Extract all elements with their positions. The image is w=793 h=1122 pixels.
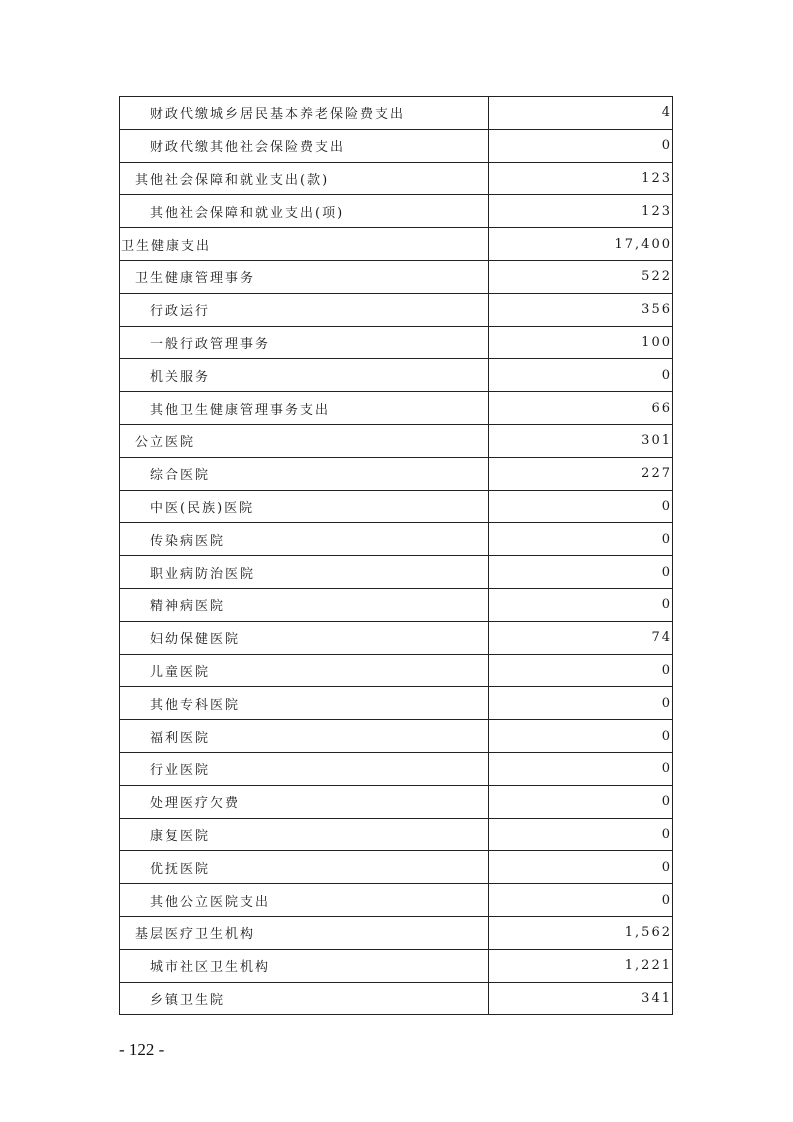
row-label: 处理医疗欠费 [120, 785, 489, 818]
row-label: 中医(民族)医院 [120, 490, 489, 523]
page-number: - 122 - [119, 1040, 165, 1059]
row-label: 公立医院 [120, 424, 489, 457]
row-value: 0 [489, 785, 673, 818]
row-label: 城市社区卫生机构 [120, 949, 489, 982]
row-value: 522 [489, 260, 673, 293]
row-value: 123 [489, 162, 673, 195]
row-label: 儿童医院 [120, 654, 489, 687]
row-value: 0 [489, 654, 673, 687]
table-row [120, 621, 673, 654]
table-row [120, 260, 673, 293]
row-value: 0 [489, 851, 673, 884]
row-value: 301 [489, 424, 673, 457]
row-value: 0 [489, 884, 673, 917]
table-row [120, 588, 673, 621]
row-value: 0 [489, 687, 673, 720]
row-value: 0 [489, 359, 673, 392]
table-row [120, 392, 673, 425]
table-row [120, 162, 673, 195]
row-value: 17,400 [489, 228, 673, 261]
row-value: 1,221 [489, 949, 673, 982]
table-row [120, 424, 673, 457]
row-value: 227 [489, 457, 673, 490]
row-value: 341 [489, 982, 673, 1015]
table-row [120, 523, 673, 556]
table-row [120, 752, 673, 785]
row-value: 1,562 [489, 916, 673, 949]
row-label: 乡镇卫生院 [120, 982, 489, 1015]
expenditure-table [119, 96, 673, 1015]
row-value: 0 [489, 720, 673, 753]
row-label: 其他社会保障和就业支出(款) [120, 162, 489, 195]
table-row [120, 195, 673, 228]
row-value: 74 [489, 621, 673, 654]
row-label: 妇幼保健医院 [120, 621, 489, 654]
table-row [120, 884, 673, 917]
table-row [120, 720, 673, 753]
table-row [120, 654, 673, 687]
row-value: 0 [489, 523, 673, 556]
table-row [120, 785, 673, 818]
row-value: 100 [489, 326, 673, 359]
row-label: 福利医院 [120, 720, 489, 753]
table-row [120, 293, 673, 326]
row-label: 卫生健康管理事务 [120, 260, 489, 293]
row-label: 行政运行 [120, 293, 489, 326]
row-label: 一般行政管理事务 [120, 326, 489, 359]
row-value: 0 [489, 752, 673, 785]
table-row [120, 818, 673, 851]
row-value: 0 [489, 129, 673, 162]
row-value: 123 [489, 195, 673, 228]
row-value: 0 [489, 588, 673, 621]
table-row [120, 97, 673, 130]
row-label: 精神病医院 [120, 588, 489, 621]
row-label: 行业医院 [120, 752, 489, 785]
row-label: 财政代缴城乡居民基本养老保险费支出 [120, 97, 489, 130]
row-label: 卫生健康支出 [120, 228, 489, 261]
row-label: 优抚医院 [120, 851, 489, 884]
row-label: 其他社会保障和就业支出(项) [120, 195, 489, 228]
expenditure-table-body [120, 97, 673, 1015]
row-label: 财政代缴其他社会保险费支出 [120, 129, 489, 162]
table-row [120, 228, 673, 261]
row-label: 其他卫生健康管理事务支出 [120, 392, 489, 425]
row-label: 其他公立医院支出 [120, 884, 489, 917]
row-label: 职业病防治医院 [120, 556, 489, 589]
table-row [120, 949, 673, 982]
row-value: 0 [489, 490, 673, 523]
table-row [120, 687, 673, 720]
table-row [120, 326, 673, 359]
table-row [120, 129, 673, 162]
table-row [120, 916, 673, 949]
row-label: 基层医疗卫生机构 [120, 916, 489, 949]
table-row [120, 556, 673, 589]
table-row [120, 982, 673, 1015]
table-row [120, 457, 673, 490]
row-label: 康复医院 [120, 818, 489, 851]
table-row [120, 490, 673, 523]
row-label: 其他专科医院 [120, 687, 489, 720]
row-value: 4 [489, 97, 673, 130]
row-value: 66 [489, 392, 673, 425]
row-label: 机关服务 [120, 359, 489, 392]
row-value: 0 [489, 556, 673, 589]
table-row [120, 851, 673, 884]
row-label: 综合医院 [120, 457, 489, 490]
table-row [120, 359, 673, 392]
row-value: 0 [489, 818, 673, 851]
row-label: 传染病医院 [120, 523, 489, 556]
row-value: 356 [489, 293, 673, 326]
